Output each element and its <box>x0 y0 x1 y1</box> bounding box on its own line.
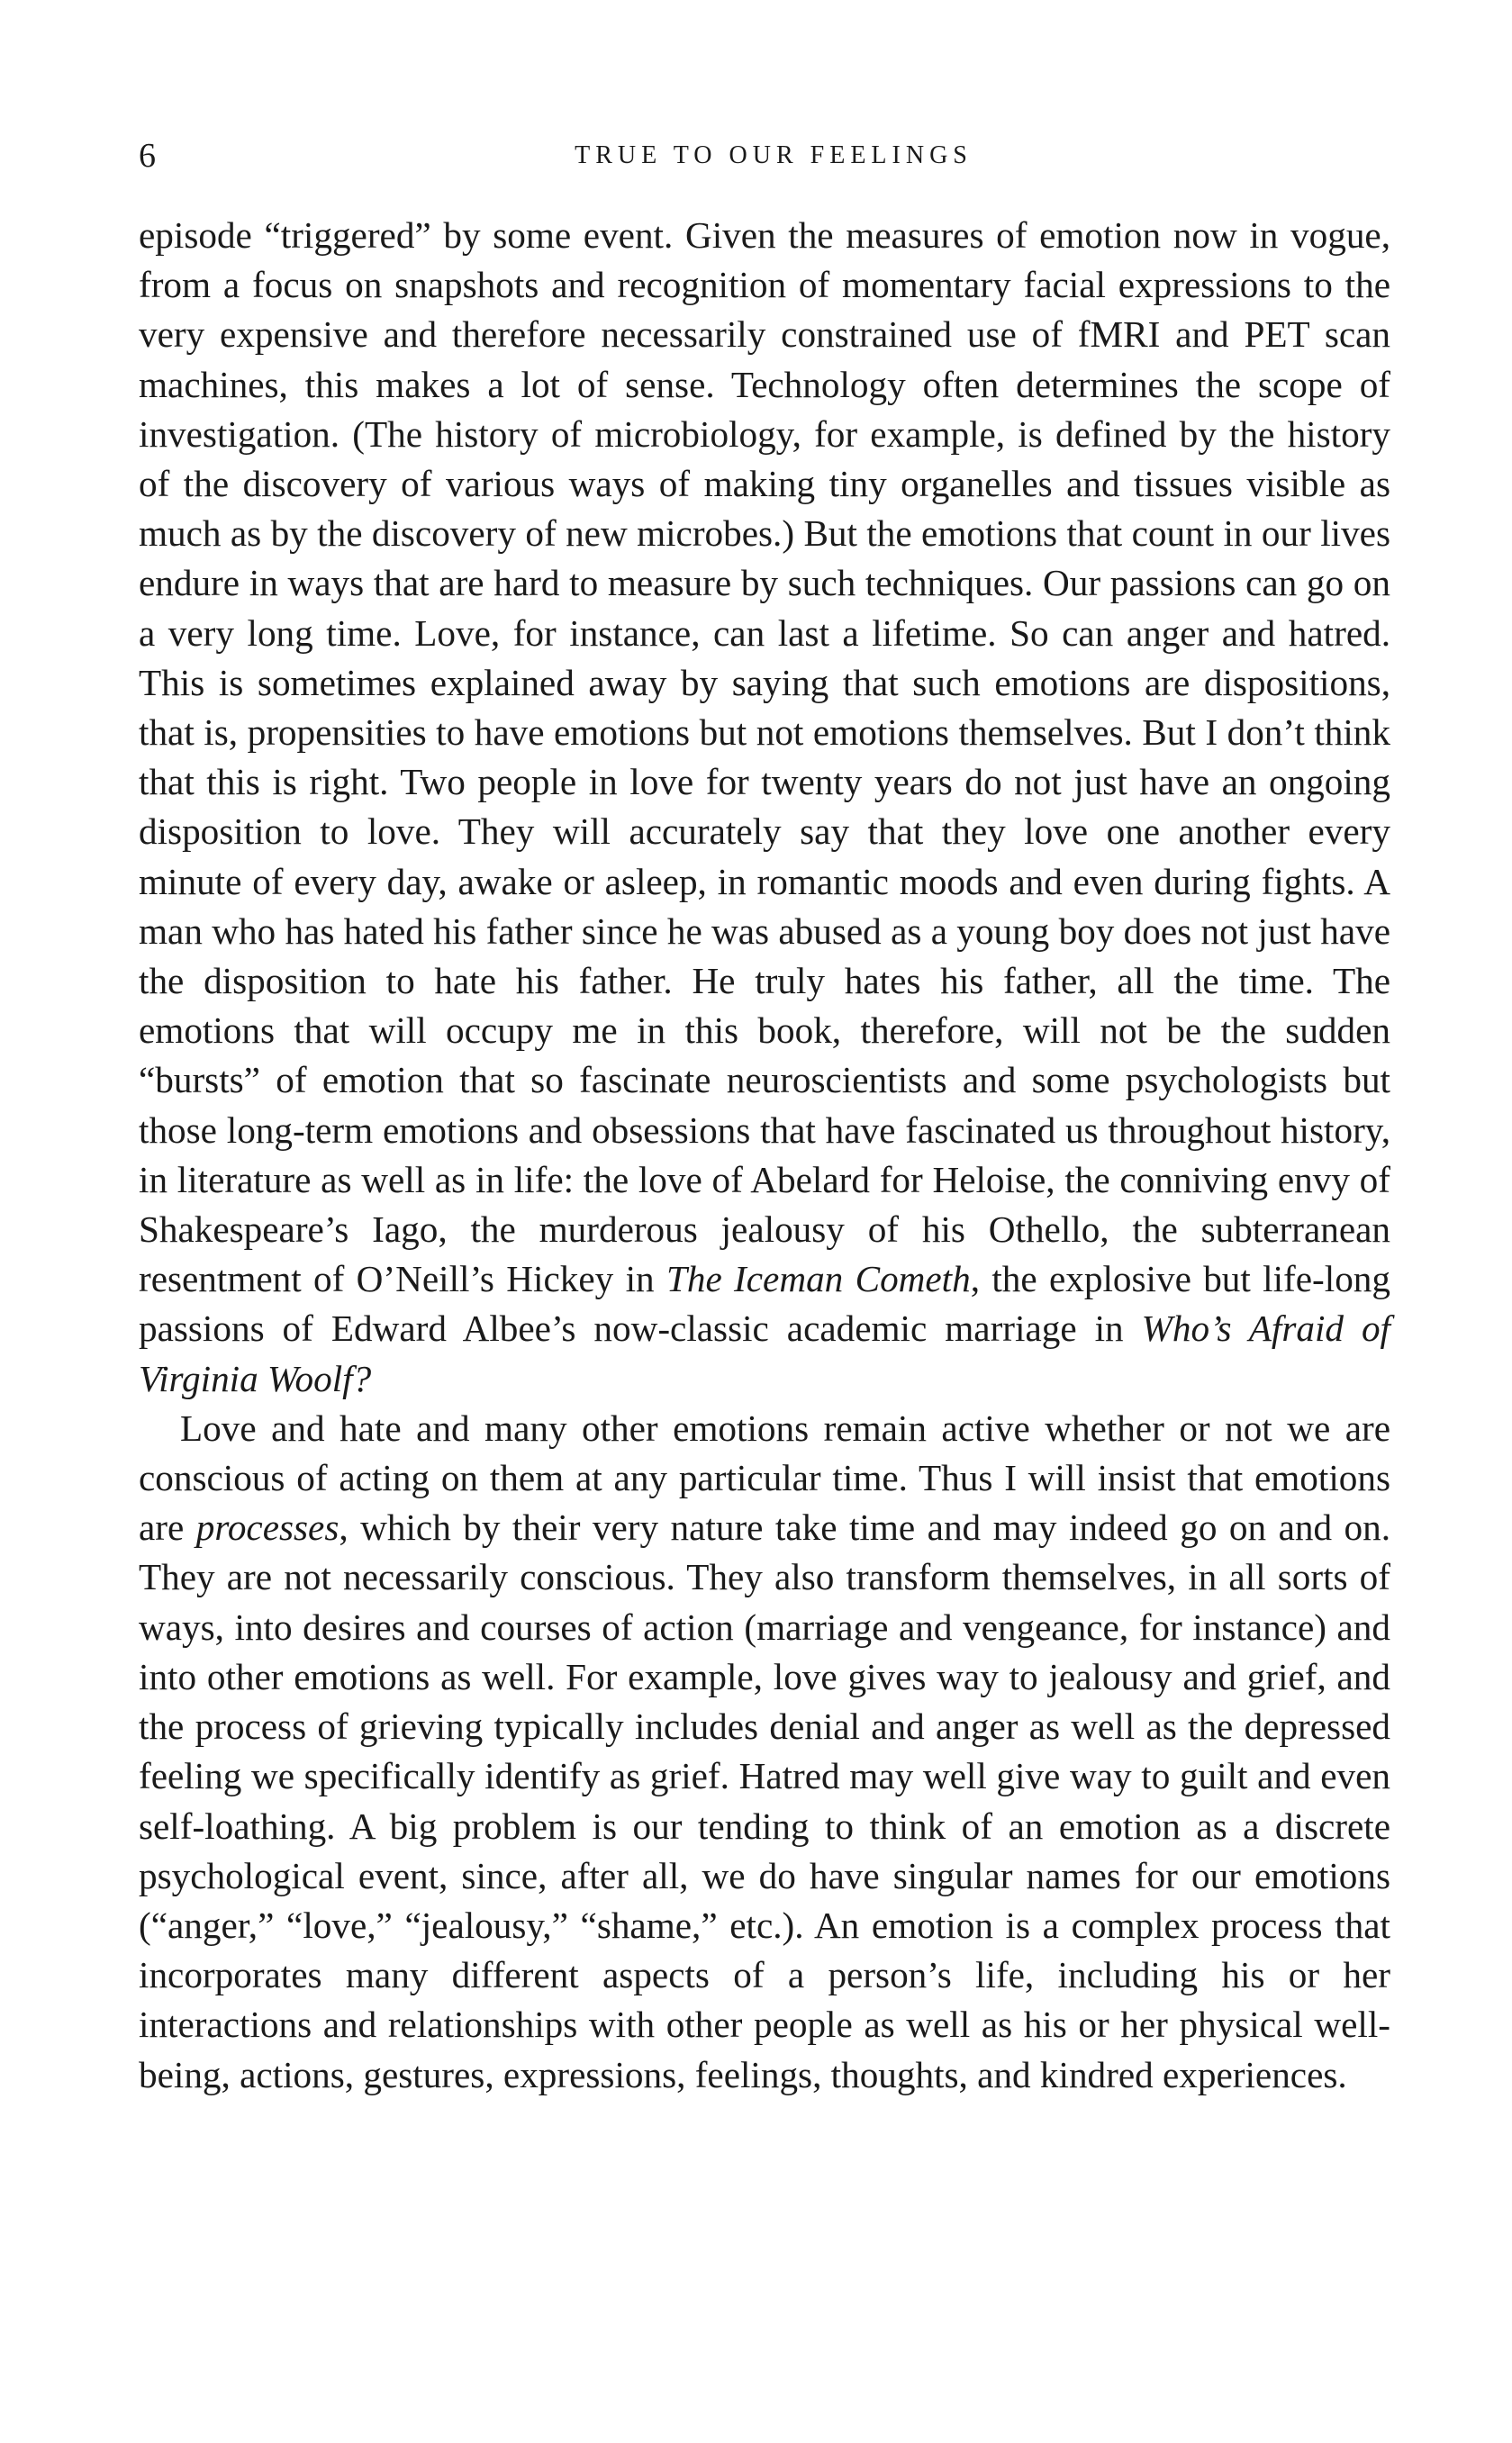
text-segment: episode “triggered” by some event. Given the measures of emotion now in vogue, from a focus on snapshots and recognition of momentary facial expressions to the very expensive and therefore necessarily constrained use of fMRI and PET scan machines, this makes a lot of sense. Technology often determines the scope of investigation. (The history of microbiology, for example, is defined by the history of the discovery of various ways of making tiny organelles and tissues visible as much as by the discovery of new microbes.) But the emotions that count in our lives endure in ways that are hard to measure by such techniques. Our passions can go on a very long time. Love, for instance, can last a lifetime. So can anger and hatred. This is sometimes explained away by saying that such emotions are dispositions, that is, propensities to have emotions but not emotions themselves. But I don’t think that this is right. Two people in love for twenty years do not just have an ongoing disposition to love. They will accurately say that they love one another every minute of every day, awake or asleep, in romantic moods and even during fights. A man who has hated his father since he was abused as a young boy does not just have the disposition to hate his father. He truly hates his father, all the time. The emotions that will occupy me in this book, therefore, will not be the sudden “bursts” of emotion that so fascinate neuroscientists and some psychologists but those long-term emotions and obsessions that have fascinated us throughout history, in literature as well as in life: the love of Abelard for Heloise, the conniving envy of Shakespeare’s Iago, the murderous jealousy of his Othello, the subterranean resentment of O’Neill’s Hickey in <box>139 214 1390 1300</box>
italic-title-iceman-cometh: The Iceman Cometh <box>665 1258 971 1300</box>
text-segment: , which by their very nature take time and may indeed go on and on. They are not necessarily conscious. They also transform themselves, in all sorts of ways, into desires and courses of action (marriage and vengeance, for instance) and into other emotions as well. For example, love gives way to jealousy and grief, and the process of grieving typically includes denial and anger as well as the depressed feeling we specifically identify as grief. Hatred may well give way to guilt and even self-loathing. A big problem is our tending to think of an emotion as a discrete psychological event, since, after all, we do have singular names for our emotions (“anger,” “love,” “jealousy,” “shame,” etc.). An emotion is a complex process that incorporates many different aspects of a person’s life, including his or her interactions and relationships with other people as well as his or her physical well-being, actions, gestures, expressions, feelings, thoughts, and kindred experiences. <box>139 1507 1390 2095</box>
italic-emphasis-processes: processes <box>195 1507 340 1549</box>
paragraph-2 <box>139 1404 1390 2100</box>
text-segment: , the explosive but life-long passions of Edward Albee’s now-classic academic marriage in <box>139 1258 1390 1350</box>
text-segment: Love and hate and many other emotions remain active whether or not we are conscious of acting on them at any particular time. Thus I will insist that emotions are <box>139 1407 1390 1549</box>
body-text <box>139 211 1390 2100</box>
running-head <box>139 133 1390 178</box>
running-title: TRUE TO OUR FEELINGS <box>575 141 973 169</box>
page-number: 6 <box>139 137 156 175</box>
italic-title-virginia-woolf: Who’s Afraid of Virginia Woolf? <box>139 1307 1390 1399</box>
paragraph-1 <box>139 211 1390 1404</box>
